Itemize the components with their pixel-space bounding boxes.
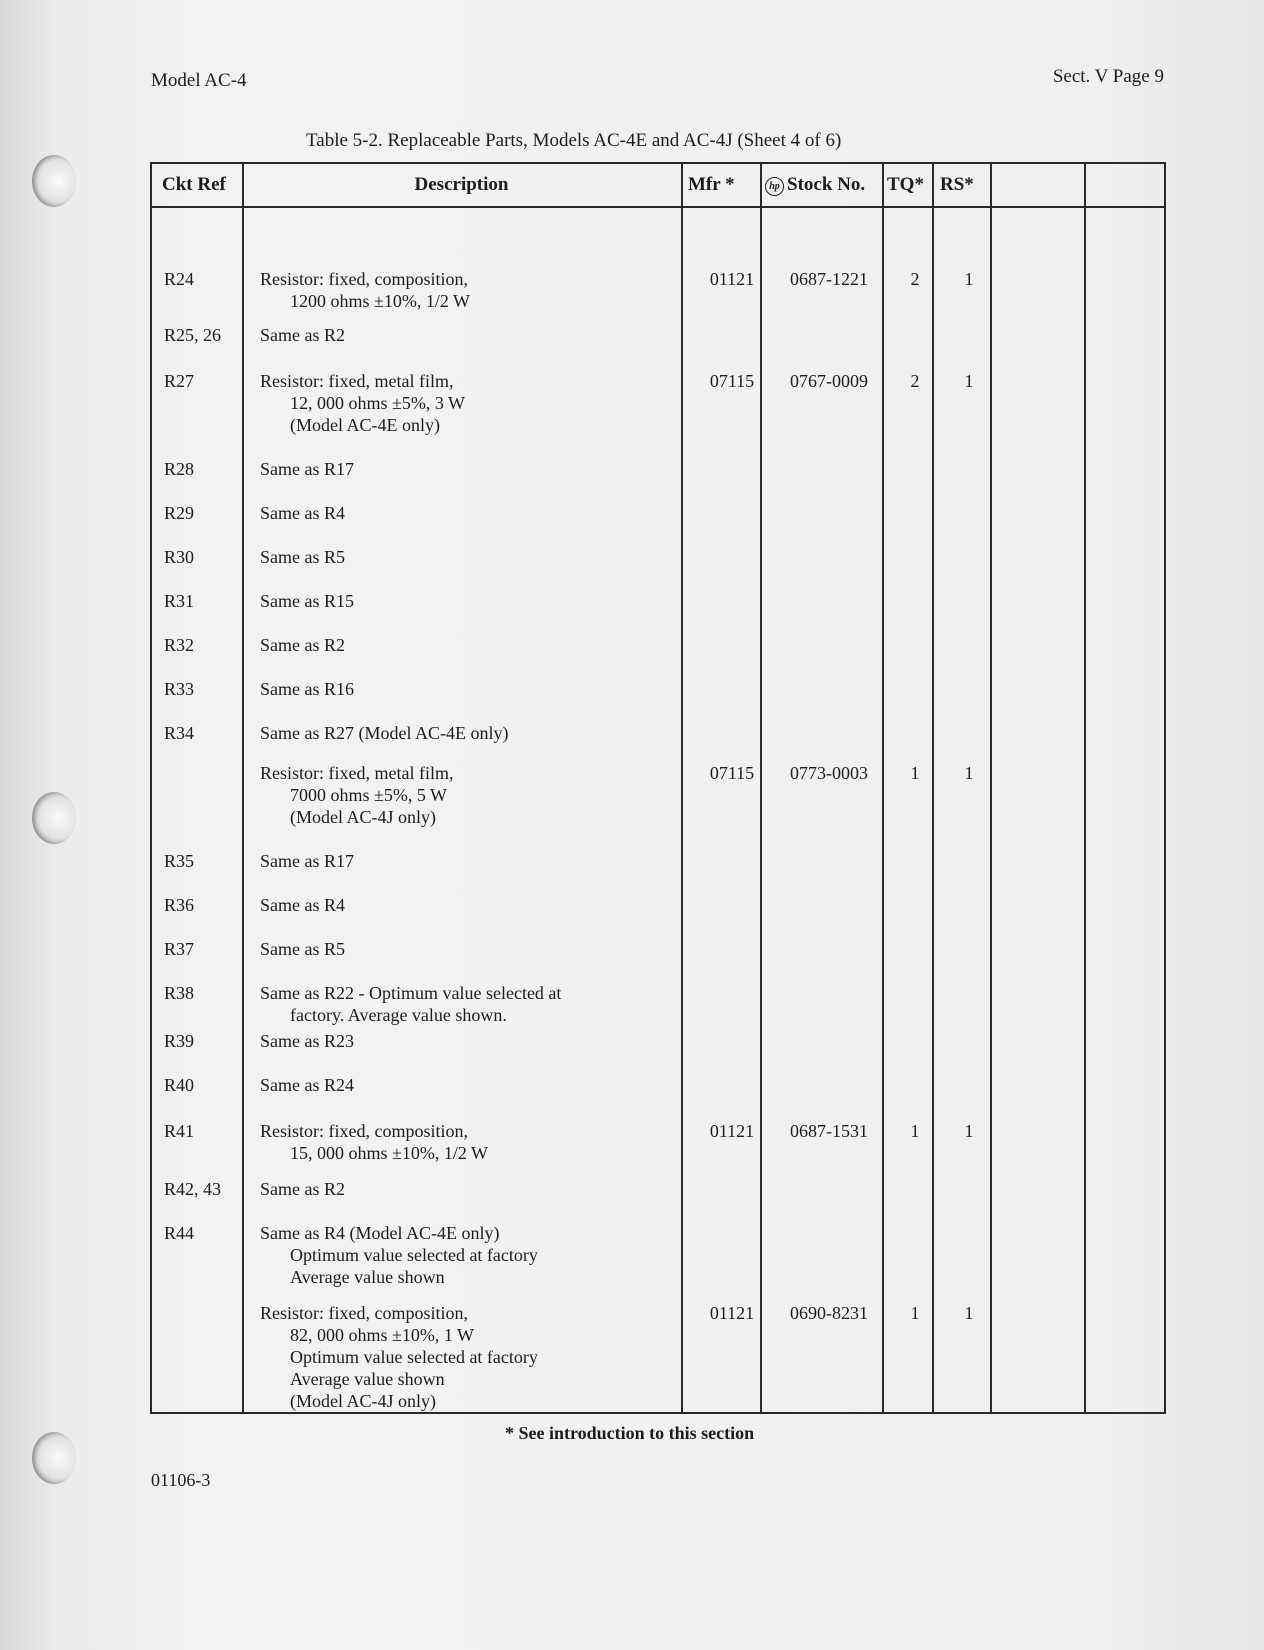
ckt-ref-cell: R28 bbox=[164, 459, 195, 479]
description-line: Same as R24 bbox=[260, 1075, 354, 1095]
ckt-ref-cell: R30 bbox=[164, 547, 195, 567]
col-header-rs: RS* bbox=[940, 174, 974, 195]
ckt-ref-cell: R35 bbox=[164, 851, 195, 871]
description-cell bbox=[260, 1030, 680, 1052]
col-header-ckt-ref: Ckt Ref bbox=[162, 174, 226, 195]
ckt-ref-cell: R39 bbox=[164, 1031, 195, 1051]
description-line: Same as R2 bbox=[260, 1179, 345, 1199]
description-cell bbox=[260, 634, 680, 656]
description-line: Resistor: fixed, metal film, bbox=[260, 763, 454, 783]
description-line: Same as R4 bbox=[260, 895, 345, 915]
description-line: Same as R4 bbox=[260, 503, 345, 523]
ckt-ref-cell: R25, 26 bbox=[164, 325, 222, 345]
mfr-cell: 01121 bbox=[709, 1303, 755, 1323]
ckt-ref-cell: R29 bbox=[164, 503, 195, 523]
col-header-stock-no: hp Stock No. bbox=[765, 174, 865, 196]
table-footnote: * See introduction to this section bbox=[505, 1423, 755, 1443]
description-cell bbox=[260, 590, 680, 612]
binder-hole-middle bbox=[32, 792, 76, 844]
ckt-ref-cell: R32 bbox=[164, 635, 195, 655]
ckt-ref-cell: R42, 43 bbox=[164, 1179, 222, 1199]
table-caption: Table 5-2. Replaceable Parts, Models AC-4E and AC-4J (Sheet 4 of 6) bbox=[306, 130, 842, 151]
tq-cell: 2 bbox=[910, 371, 920, 391]
ckt-ref-cell: R44 bbox=[164, 1223, 195, 1243]
description-cell bbox=[260, 324, 680, 346]
description-line: Resistor: fixed, composition, bbox=[260, 269, 468, 289]
description-cell bbox=[260, 894, 680, 916]
description-line: Same as R23 bbox=[260, 1031, 354, 1051]
mfr-cell: 01121 bbox=[709, 1121, 755, 1141]
description-cell bbox=[260, 722, 680, 744]
tq-cell: 1 bbox=[910, 1121, 920, 1141]
description-cell bbox=[260, 502, 680, 524]
binder-hole-bottom bbox=[32, 1432, 76, 1484]
description-line: Same as R2 bbox=[260, 325, 345, 345]
description-line: 7000 ohms ±5%, 5 W bbox=[290, 785, 448, 805]
ckt-ref-cell: R34 bbox=[164, 723, 195, 743]
col-header-description: Description bbox=[414, 174, 509, 195]
rs-cell: 1 bbox=[964, 269, 974, 289]
tq-cell: 1 bbox=[910, 1303, 920, 1323]
description-line: (Model AC-4J only) bbox=[290, 807, 436, 827]
description-cell bbox=[260, 1120, 680, 1164]
description-line: Average value shown bbox=[290, 1267, 445, 1287]
description-cell bbox=[260, 1222, 680, 1288]
tq-cell: 1 bbox=[910, 763, 920, 783]
description-line: Same as R4 (Model AC-4E only) bbox=[260, 1223, 500, 1243]
ckt-ref-cell: R33 bbox=[164, 679, 195, 699]
stock-no-cell: 0690-8231 bbox=[790, 1303, 868, 1323]
description-line: Same as R27 (Model AC-4E only) bbox=[260, 723, 509, 743]
description-cell bbox=[260, 370, 680, 436]
ckt-ref-cell: R37 bbox=[164, 939, 195, 959]
description-cell bbox=[260, 268, 680, 312]
description-cell bbox=[260, 678, 680, 700]
stock-no-cell: 0773-0003 bbox=[790, 763, 868, 783]
ckt-ref-cell: R24 bbox=[164, 269, 195, 289]
hp-logo-icon: hp bbox=[765, 177, 784, 196]
description-cell bbox=[260, 938, 680, 960]
description-line: Resistor: fixed, metal film, bbox=[260, 371, 454, 391]
description-line: 12, 000 ohms ±5%, 3 W bbox=[290, 393, 466, 413]
description-line: Optimum value selected at factory bbox=[290, 1245, 538, 1265]
description-line: Same as R15 bbox=[260, 591, 354, 611]
description-cell bbox=[260, 458, 680, 480]
ckt-ref-cell: R40 bbox=[164, 1075, 195, 1095]
description-line: (Model AC-4J only) bbox=[290, 1391, 436, 1411]
stock-no-cell: 0767-0009 bbox=[790, 371, 868, 391]
description-cell bbox=[260, 1074, 680, 1096]
description-line: Same as R5 bbox=[260, 547, 345, 567]
description-cell bbox=[260, 1178, 680, 1200]
description-line: Same as R17 bbox=[260, 459, 354, 479]
description-line: Resistor: fixed, composition, bbox=[260, 1303, 468, 1323]
rs-cell: 1 bbox=[964, 371, 974, 391]
binder-hole-top bbox=[32, 155, 76, 207]
col-header-mfr: Mfr * bbox=[688, 174, 735, 195]
description-cell bbox=[260, 850, 680, 872]
rs-cell: 1 bbox=[964, 763, 974, 783]
description-line: Average value shown bbox=[290, 1369, 445, 1389]
description-cell bbox=[260, 546, 680, 568]
description-cell bbox=[260, 762, 680, 828]
section-page-header: Sect. V Page 9 bbox=[1052, 66, 1164, 87]
description-line: 15, 000 ohms ±10%, 1/2 W bbox=[290, 1143, 489, 1163]
description-line: Same as R16 bbox=[260, 679, 354, 699]
mfr-cell: 07115 bbox=[709, 371, 755, 391]
description-line: Optimum value selected at factory bbox=[290, 1347, 538, 1367]
description-line: Same as R2 bbox=[260, 635, 345, 655]
description-line: (Model AC-4E only) bbox=[290, 415, 440, 435]
ckt-ref-cell: R41 bbox=[164, 1121, 195, 1141]
model-header: Model AC-4 bbox=[151, 70, 247, 91]
tq-cell: 2 bbox=[910, 269, 920, 289]
ckt-ref-cell: R36 bbox=[164, 895, 195, 915]
description-line: Same as R17 bbox=[260, 851, 354, 871]
ckt-ref-cell: R38 bbox=[164, 983, 195, 1003]
parts-table bbox=[150, 162, 1166, 1414]
description-line: 1200 ohms ±10%, 1/2 W bbox=[290, 291, 471, 311]
description-line: Same as R5 bbox=[260, 939, 345, 959]
description-line: Same as R22 - Optimum value selected at bbox=[260, 983, 562, 1003]
stock-no-cell: 0687-1531 bbox=[790, 1121, 868, 1141]
col-header-tq: TQ* bbox=[887, 174, 924, 195]
ckt-ref-cell: R31 bbox=[164, 591, 195, 611]
rs-cell: 1 bbox=[964, 1121, 974, 1141]
description-line: factory. Average value shown. bbox=[290, 1005, 507, 1025]
description-line: 82, 000 ohms ±10%, 1 W bbox=[290, 1325, 475, 1345]
rs-cell: 1 bbox=[964, 1303, 974, 1323]
description-line: Resistor: fixed, composition, bbox=[260, 1121, 468, 1141]
description-cell bbox=[260, 982, 680, 1026]
document-number: 01106-3 bbox=[151, 1470, 211, 1490]
ckt-ref-cell: R27 bbox=[164, 371, 195, 391]
description-cell bbox=[260, 1302, 680, 1412]
stock-no-cell: 0687-1221 bbox=[790, 269, 868, 289]
mfr-cell: 01121 bbox=[709, 269, 755, 289]
mfr-cell: 07115 bbox=[709, 763, 755, 783]
